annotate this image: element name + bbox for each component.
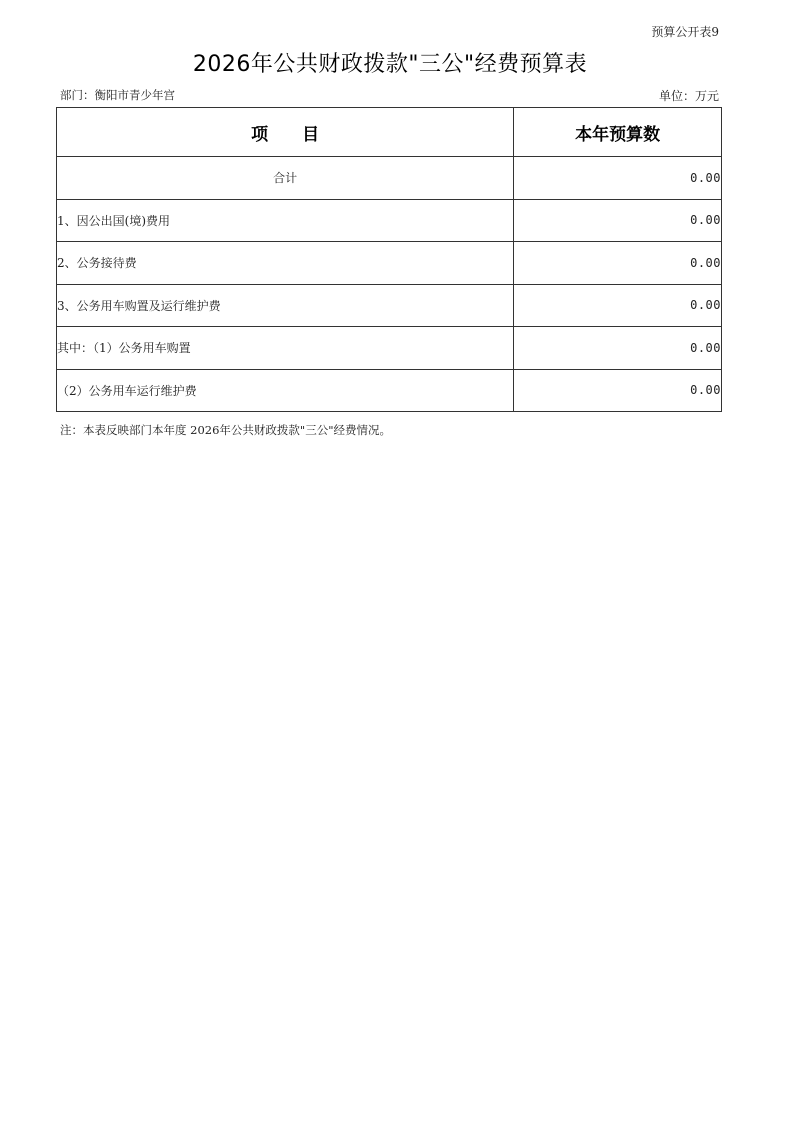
row-amount: 0.00 (514, 284, 722, 327)
row-item: 3、公务用车购置及运行维护费 (57, 284, 514, 327)
row-item: 合计 (57, 157, 514, 200)
row-amount: 0.00 (514, 199, 722, 242)
row-item: 2、公务接待费 (57, 242, 514, 285)
form-number: 预算公开表9 (651, 25, 719, 39)
table-row (57, 369, 722, 412)
row-amount: 0.00 (514, 327, 722, 370)
table-row (57, 284, 722, 327)
row-amount: 0.00 (514, 242, 722, 285)
table-header-row (57, 108, 722, 157)
row-item: 1、因公出国(境)费用 (57, 199, 514, 242)
row-item: （2）公务用车运行维护费 (57, 369, 514, 412)
unit-label: 单位：万元 (658, 89, 719, 103)
table-row-total (57, 157, 722, 200)
department-label: 部门：衡阳市青少年宫 (60, 88, 175, 102)
row-item: 其中：（1）公务用车购置 (57, 327, 514, 370)
table-row (57, 199, 722, 242)
table-row (57, 327, 722, 370)
row-amount: 0.00 (514, 369, 722, 412)
table-row (57, 242, 722, 285)
column-header-item: 项 目 (57, 108, 514, 157)
column-header-amount: 本年预算数 (514, 108, 722, 157)
page-title: 2026年公共财政拨款"三公"经费预算表 (192, 52, 588, 77)
footnote: 注：本表反映部门本年度 2026年公共财政拨款"三公"经费情况。 (60, 423, 391, 437)
row-amount: 0.00 (514, 157, 722, 200)
budget-table (56, 107, 722, 412)
